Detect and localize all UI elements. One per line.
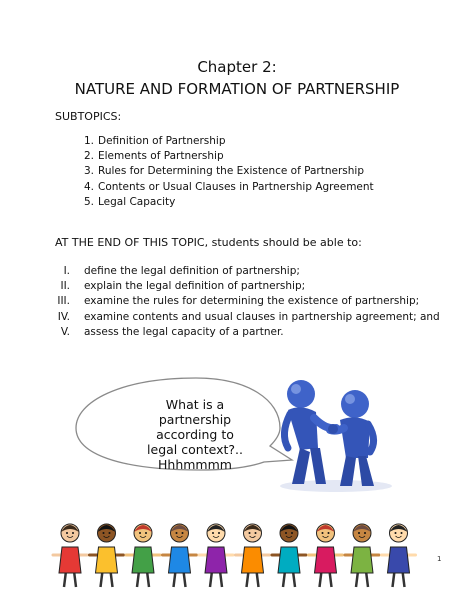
kid-figure-icon (345, 524, 379, 587)
list-text: Rules for Determining the Existence of Partnership (98, 165, 365, 178)
subtopics-heading: SUBTOPICS: (55, 110, 122, 123)
handshake-figures-icon (280, 380, 392, 492)
list-number: V. (60, 325, 70, 338)
kid-figure-icon (382, 524, 416, 587)
speech-bubble-text (140, 397, 250, 472)
chapter-title: NATURE AND FORMATION OF PARTNERSHIP (74, 80, 400, 98)
kids-row-illustration (53, 524, 416, 587)
list-number: 3. (84, 165, 95, 178)
speech-line: Hhhmmmm (158, 457, 232, 472)
speech-line: according to (156, 427, 234, 442)
list-text: examine the rules for determining the existence of partnership; (84, 295, 420, 308)
list-number: II. (60, 280, 70, 293)
kid-figure-icon (309, 524, 343, 587)
list-text: explain the legal definition of partnership; (84, 280, 306, 293)
list-number: 1. (84, 135, 95, 147)
list-number: IV. (57, 310, 70, 323)
list-number: 4. (84, 180, 95, 193)
chapter-label: Chapter 2: (197, 58, 277, 76)
list-text: assess the legal capacity of a partner. (84, 325, 284, 338)
list-text: Legal Capacity (98, 195, 176, 208)
list-number: 2. (84, 150, 95, 163)
kid-figure-icon (126, 524, 160, 587)
speech-line: partnership (158, 412, 232, 427)
list-text: Definition of Partnership (98, 135, 226, 147)
kid-figure-icon (163, 524, 197, 587)
kid-figure-icon (236, 524, 270, 587)
page-number: 1 (437, 555, 442, 563)
speech-line: legal context?.. (147, 442, 243, 457)
kid-figure-icon (199, 524, 233, 587)
list-text: define the legal definition of partnership; (84, 265, 300, 277)
objectives-heading: AT THE END OF THIS TOPIC, students should be able to: (55, 236, 362, 249)
list-text: Contents or Usual Clauses in Partnership Agreement (98, 180, 374, 193)
kid-figure-icon (53, 524, 87, 587)
list-number: 5. (84, 195, 95, 208)
list-number: III. (57, 295, 70, 308)
speech-line: What is a (165, 397, 225, 412)
list-text: Elements of Partnership (98, 150, 224, 163)
kid-figure-icon (90, 524, 124, 587)
list-number: I. (63, 265, 70, 277)
kid-figure-icon (272, 524, 306, 587)
list-text: examine contents and usual clauses in partnership agreement; and (84, 310, 440, 323)
